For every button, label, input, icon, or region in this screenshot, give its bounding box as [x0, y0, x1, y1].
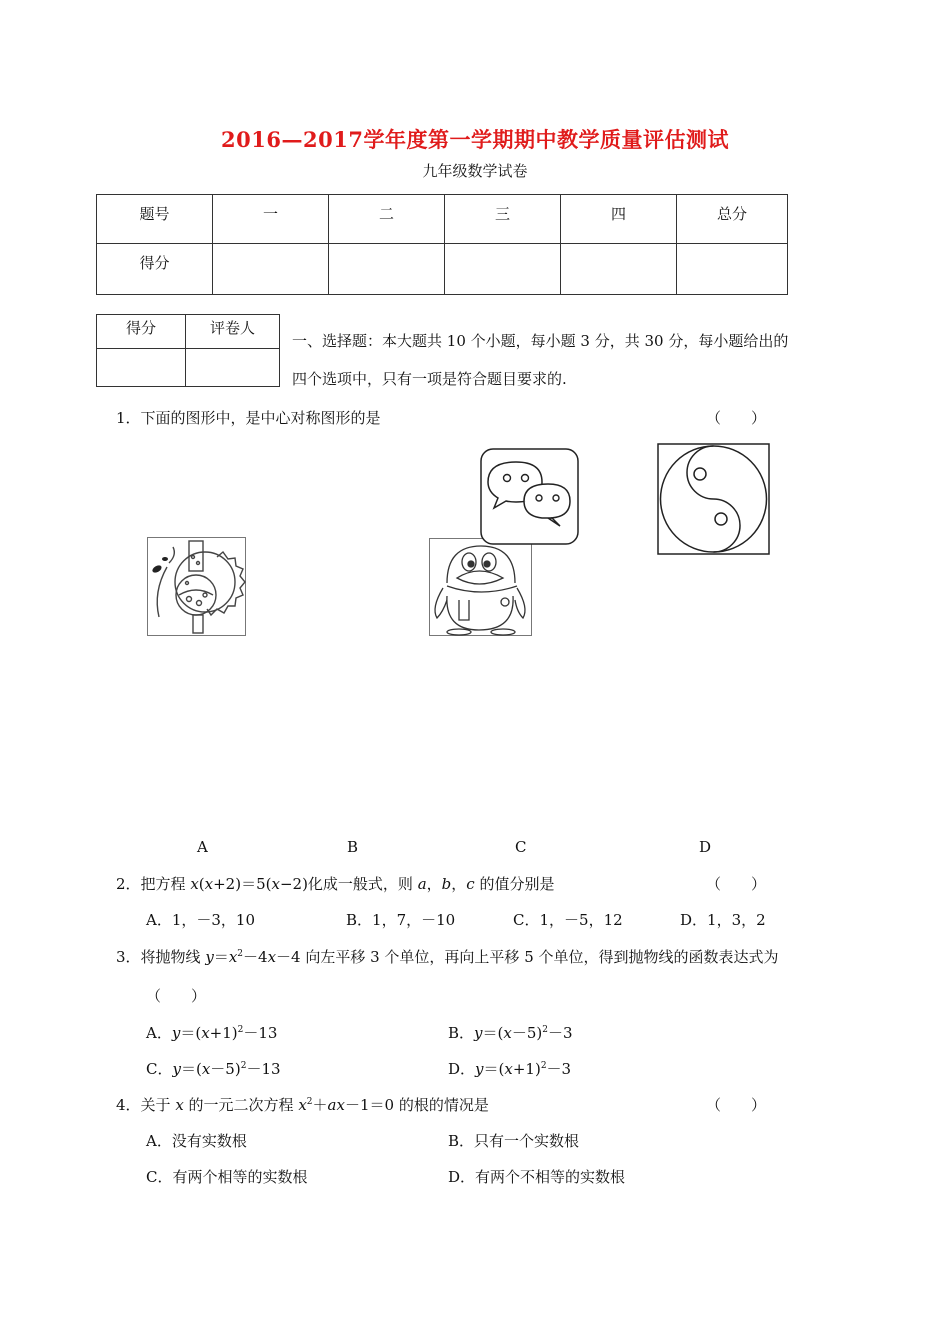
q1-label-a: A — [197, 838, 208, 856]
q2-option-b: B．1，7，－10 — [346, 911, 456, 929]
yin-yang-icon — [657, 443, 770, 555]
figure-d-yin-yang — [657, 443, 770, 559]
grader-table — [96, 314, 280, 387]
q2-option-a: A．1，－3，10 — [146, 911, 256, 929]
score-table — [96, 194, 788, 295]
q3-option-d: D．$y=(x+1)^2-3$ — [448, 1060, 572, 1078]
section1-line1: 一、选择题：本大题共 10 个小题，每小题 3 分，共 30 分，每小题给出的 — [292, 332, 789, 350]
score-cell — [677, 244, 788, 295]
score-header-cell: 四 — [561, 195, 677, 244]
figure-a-flask-emblem — [147, 537, 246, 640]
q4-text: 4．关于 x 的一元二次方程 $x^2+ax-1=0$ 的根的情况是 — [116, 1096, 489, 1114]
q4-option-d: D．有两个不相等的实数根 — [448, 1168, 626, 1186]
score-cell — [213, 244, 329, 295]
score-cell — [445, 244, 561, 295]
q1-label-c: C — [515, 838, 527, 856]
q2-answer-paren: （ ） — [706, 875, 767, 893]
exam-title: 2016—2017学年度第一学期期中教学质量评估测试 — [221, 127, 729, 152]
q3-text: 3．将抛物线 $y=x^2-4x-4$ 向左平移 3 个单位，再向上平移 5 个单位，得到抛物线的函数表达式为 — [116, 948, 779, 966]
q1-answer-paren: （ ） — [706, 409, 767, 427]
q4-answer-paren: （ ） — [706, 1096, 767, 1114]
q2-text: 2．把方程 x(x+2)＝5(x−2)化成一般式，则 a，b，c 的值分别是 — [116, 875, 555, 893]
q4-option-c: C．有两个相等的实数根 — [146, 1168, 308, 1186]
chat-bubbles-icon — [480, 448, 580, 545]
figure-b-penguin — [429, 538, 532, 640]
q3-answer-paren: （ ） — [146, 987, 207, 1005]
score-table-header-row — [97, 195, 788, 244]
section1-line2: 四个选项中，只有一项是符合题目要求的. — [292, 370, 567, 388]
score-header-cell: 二 — [329, 195, 445, 244]
grader-name-label: 评卷人 — [186, 315, 280, 349]
flask-emblem-icon — [147, 537, 246, 636]
q3-option-c: C．$y=(x-5)^2-13$ — [146, 1060, 281, 1078]
grader-name-cell — [186, 349, 280, 387]
q2-option-c: C．1，－5，12 — [513, 911, 623, 929]
score-header-cell: 三 — [445, 195, 561, 244]
penguin-icon — [429, 538, 532, 636]
score-header-cell: 总分 — [677, 195, 788, 244]
q3-option-a: A．$y=(x+1)^2-13$ — [146, 1024, 278, 1042]
score-header-cell: 一 — [213, 195, 329, 244]
q2-option-d: D．1，3，2 — [680, 911, 766, 929]
score-cell — [561, 244, 677, 295]
q4-option-b: B．只有一个实数根 — [448, 1132, 580, 1150]
grader-score-cell — [97, 349, 186, 387]
q1-text: 1．下面的图形中，是中心对称图形的是 — [116, 409, 381, 427]
score-row-label: 得分 — [97, 244, 213, 295]
q1-label-b: B — [347, 838, 359, 856]
q1-label-d: D — [699, 838, 712, 856]
q4-option-a: A．没有实数根 — [146, 1132, 247, 1150]
score-header-cell: 题号 — [97, 195, 213, 244]
score-table-score-row — [97, 244, 788, 295]
score-cell — [329, 244, 445, 295]
q3-option-b: B．$y=(x-5)^2-3$ — [448, 1024, 573, 1042]
exam-subtitle: 九年级数学试卷 — [422, 162, 528, 180]
figure-c-chat-bubbles — [480, 448, 580, 549]
grader-score-label: 得分 — [97, 315, 186, 349]
